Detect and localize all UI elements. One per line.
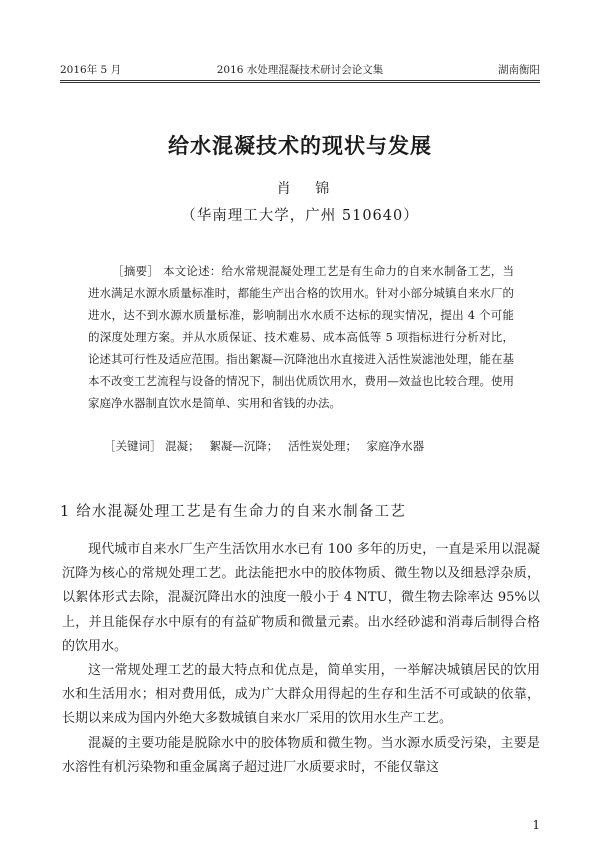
abstract <box>88 260 514 414</box>
header-rule <box>60 80 540 81</box>
abstract-label: ［摘要］ <box>112 264 160 278</box>
abstract-text: 本文论述：给水常规混凝处理工艺是有生命力的自来水制备工艺，当进水满足水源水质量标准时，都能生产出合格的饮用水。针对小部分城镇自来水厂的进水，达不到水源水质量标准，影响制出水水质不达标的现实情况，提出 4 个可能的深度处理方案。并从水质保证、技术难易、成本高低等 5 项指标进行分析对比，论述其可行性及适应范围。指出絮凝—沉降池出水直接进入活性炭滤池处理，能在基本不改变工艺流程与设备的情况下，制出优质饮用水，费用—效益也比较合理。使用家庭净水器制直饮水是简单、实用和省钱的办法。 <box>88 264 515 410</box>
body-paragraph: 混凝的主要功能是脱除水中的胶体物质和微生物。当水源水质受污染，主要是水溶性有机污染物和重金属离子超过进厂水质要求时，不能仅靠这 <box>62 735 540 775</box>
paper-affiliation: （华南理工大学，广州 510640） <box>181 208 419 224</box>
keywords-label: ［关键词］ <box>104 439 162 453</box>
section-heading: 1 给水混凝处理工艺是有生命力的自来水制备工艺 <box>60 504 406 520</box>
header-rule-secondary <box>60 82 540 83</box>
keywords <box>104 436 514 456</box>
body-paragraph: 现代城市自来水厂生产生活饮用水水已有 100 多年的历史，一直是采用以混凝沉降为核心的常规处理工艺。此法能把水中的胶体物质、微生物以及细悬浮杂质，以絮体形式去除，混凝沉降出水的浊度一般小于 4 NTU，微生物去除率达 95%以上，并且能保存水中原有的有益矿物质和微量元素。出水经砂滤和消毒后制得合格的饮用水。 <box>62 542 540 654</box>
body-paragraph: 这一常规处理工艺的最大特点和优点是，简单实用，一举解决城镇居民的饮用水和生活用水；相对费用低，成为广大群众用得起的生存和生活不可或缺的依靠，长期以来成为国内外绝大多数城镇自来水厂采用的饮用水生产工艺。 <box>62 663 540 727</box>
section-body <box>62 538 540 780</box>
keyword-item: 混凝； <box>165 439 200 453</box>
keyword-item: 活性炭处理； <box>287 439 357 453</box>
header-location: 湖南衡阳 <box>498 64 540 76</box>
paper-author: 肖 锦 <box>276 181 340 197</box>
keyword-item: 絮凝—沉降； <box>209 439 279 453</box>
keyword-item: 家庭净水器 <box>366 439 425 453</box>
page-number: 1 <box>532 818 540 832</box>
header-journal: 2016 水处理混凝技术研讨会论文集 <box>216 64 384 76</box>
running-header <box>60 62 540 78</box>
paper-title: 给水混凝技术的现状与发展 <box>168 133 432 158</box>
header-date: 2016年 5 月 <box>60 64 122 76</box>
